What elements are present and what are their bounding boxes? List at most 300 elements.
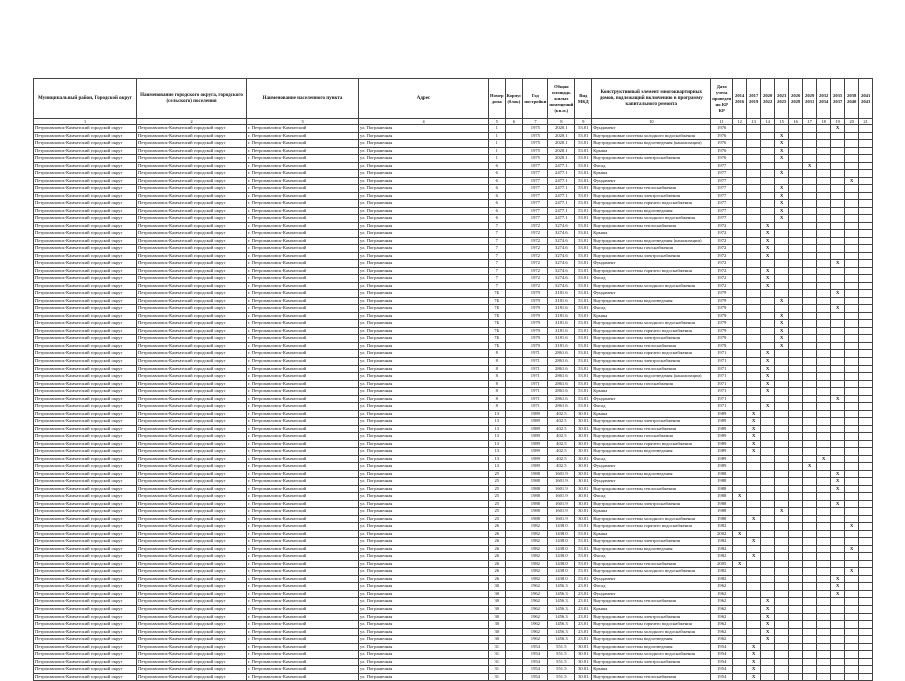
period-mark-cell: X	[831, 590, 845, 598]
period-mark-cell	[733, 425, 747, 433]
element-cell: Фундамент	[592, 478, 711, 486]
period-mark-cell	[789, 207, 803, 215]
period-mark-cell	[831, 230, 845, 238]
header-years-1: 2014 2016	[733, 79, 747, 119]
house-no-cell: 7	[489, 222, 506, 230]
district-cell: Петропавловск-Камчатский городской округ	[34, 162, 137, 170]
period-mark-cell	[817, 215, 831, 223]
period-mark-cell	[817, 598, 831, 606]
period-mark-cell	[845, 222, 859, 230]
period-mark-cell	[803, 598, 817, 606]
period-mark-cell	[859, 312, 873, 320]
area-cell: 2020.1	[548, 132, 575, 140]
period-mark-cell	[789, 440, 803, 448]
period-mark-cell	[733, 215, 747, 223]
date-inclusion-cell: 1977	[711, 170, 733, 178]
area-cell: 402.5	[548, 448, 575, 456]
area-cell: 1438.0	[548, 575, 575, 583]
period-mark-cell	[775, 245, 789, 253]
period-mark-cell	[831, 651, 845, 659]
district-cell: Петропавловск-Камчатский городской округ	[34, 297, 137, 305]
date-inclusion-cell: 1979	[711, 297, 733, 305]
period-mark-cell	[789, 538, 803, 546]
locality-cell: г. Петропавловск-Камчатский	[247, 628, 359, 636]
settlement-cell: Петропавловск-Камчатский городской округ	[137, 342, 247, 350]
period-mark-cell	[775, 515, 789, 523]
korpus-cell	[505, 440, 523, 448]
settlement-cell: Петропавловск-Камчатский городской округ	[137, 162, 247, 170]
period-mark-cell	[733, 350, 747, 358]
district-cell: Петропавловск-Камчатский городской округ	[34, 125, 137, 133]
element-cell: Внутридомовые системы горячего водоснабжения	[592, 440, 711, 448]
period-mark-cell: X	[761, 606, 775, 614]
settlement-cell: Петропавловск-Камчатский городской округ	[137, 575, 247, 583]
korpus-cell	[505, 636, 523, 644]
period-mark-cell	[831, 515, 845, 523]
korpus-cell	[505, 598, 523, 606]
period-mark-cell	[789, 297, 803, 305]
table-row	[34, 658, 873, 666]
korpus-cell	[505, 312, 523, 320]
mkd-type-cell: 53.01	[575, 365, 592, 373]
settlement-cell: Петропавловск-Камчатский городской округ	[137, 448, 247, 456]
period-mark-cell	[733, 553, 747, 561]
period-mark-cell	[831, 425, 845, 433]
period-mark-cell	[775, 666, 789, 674]
korpus-cell	[505, 192, 523, 200]
area-cell: 1438.0	[548, 553, 575, 561]
date-inclusion-cell: 1972	[711, 282, 733, 290]
period-mark-cell: X	[775, 207, 789, 215]
period-mark-cell	[789, 215, 803, 223]
period-mark-cell	[747, 636, 761, 644]
period-mark-cell	[831, 403, 845, 411]
period-mark-cell	[733, 155, 747, 163]
table-row	[34, 636, 873, 644]
mkd-type-cell: 53.01	[575, 568, 592, 576]
period-mark-cell: X	[775, 342, 789, 350]
year-built-cell: 1982	[523, 523, 548, 531]
period-mark-cell	[817, 230, 831, 238]
district-cell: Петропавловск-Камчатский городской округ	[34, 545, 137, 553]
period-mark-cell	[733, 327, 747, 335]
house-no-cell: 1	[489, 132, 506, 140]
address-cell: ул. Пограничная	[359, 365, 489, 373]
area-cell: 2861.6	[548, 403, 575, 411]
mkd-type-cell: 53.01	[575, 305, 592, 313]
period-mark-cell: X	[775, 320, 789, 328]
period-mark-cell	[803, 425, 817, 433]
period-mark-cell	[803, 440, 817, 448]
mkd-type-cell: 53.01	[575, 357, 592, 365]
settlement-cell: Петропавловск-Камчатский городской округ	[137, 410, 247, 418]
table-row	[34, 493, 873, 501]
element-cell: Фундамент	[592, 125, 711, 133]
settlement-cell: Петропавловск-Камчатский городской округ	[137, 185, 247, 193]
period-mark-cell	[761, 440, 775, 448]
period-mark-cell	[747, 545, 761, 553]
locality-cell: г. Петропавловск-Камчатский	[247, 185, 359, 193]
period-mark-cell	[803, 252, 817, 260]
table-row	[34, 312, 873, 320]
period-mark-cell	[761, 155, 775, 163]
period-mark-cell	[747, 478, 761, 486]
district-cell: Петропавловск-Камчатский городской округ	[34, 155, 137, 163]
period-mark-cell	[789, 327, 803, 335]
period-mark-cell	[859, 388, 873, 396]
house-no-cell: 25	[489, 478, 506, 486]
mkd-type-cell: 53.01	[575, 327, 592, 335]
period-mark-cell	[831, 297, 845, 305]
address-cell: ул. Пограничная	[359, 433, 489, 441]
mkd-type-cell: 53.01	[575, 560, 592, 568]
district-cell: Петропавловск-Камчатский городской округ	[34, 478, 137, 486]
address-cell: ул. Пограничная	[359, 523, 489, 531]
year-built-cell: 1982	[523, 568, 548, 576]
locality-cell: г. Петропавловск-Камчатский	[247, 215, 359, 223]
period-mark-cell	[859, 245, 873, 253]
period-mark-cell	[733, 132, 747, 140]
period-mark-cell	[859, 267, 873, 275]
period-mark-cell	[803, 140, 817, 148]
element-cell: Внутридомовые системы водоотведения (канализации)	[592, 373, 711, 381]
period-mark-cell	[775, 553, 789, 561]
house-no-cell: 1	[489, 125, 506, 133]
period-mark-cell	[761, 140, 775, 148]
period-mark-cell	[775, 425, 789, 433]
area-cell: 2861.6	[548, 380, 575, 388]
header-locality: Наименование населенного пункта	[247, 79, 359, 119]
period-mark-cell	[789, 155, 803, 163]
mkd-type-cell: 53.01	[575, 335, 592, 343]
mkd-type-cell: 23.01	[575, 598, 592, 606]
period-mark-cell	[845, 628, 859, 636]
header-year-built: Год постройки	[523, 79, 548, 119]
table-row	[34, 448, 873, 456]
settlement-cell: Петропавловск-Камчатский городской округ	[137, 636, 247, 644]
period-mark-cell	[733, 312, 747, 320]
period-mark-cell	[803, 470, 817, 478]
korpus-cell	[505, 418, 523, 426]
date-inclusion-cell: 1982	[711, 523, 733, 531]
period-mark-cell	[761, 132, 775, 140]
period-mark-cell	[803, 200, 817, 208]
period-mark-cell	[845, 485, 859, 493]
korpus-cell	[505, 230, 523, 238]
house-no-cell: 25	[489, 485, 506, 493]
date-inclusion-cell: 1977	[711, 185, 733, 193]
period-mark-cell	[761, 342, 775, 350]
period-mark-cell	[817, 388, 831, 396]
period-mark-cell: X	[761, 237, 775, 245]
element-cell: Внутридомовые системы теплоснабжения	[592, 185, 711, 193]
address-cell: ул. Пограничная	[359, 455, 489, 463]
header-years-6: 2029 2031	[803, 79, 817, 119]
element-cell: Внутридомовые системы водоотведения	[592, 448, 711, 456]
period-mark-cell	[747, 395, 761, 403]
settlement-cell: Петропавловск-Камчатский городской округ	[137, 155, 247, 163]
locality-cell: г. Петропавловск-Камчатский	[247, 230, 359, 238]
mkd-type-cell: 53.01	[575, 530, 592, 538]
settlement-cell: Петропавловск-Камчатский городской округ	[137, 245, 247, 253]
area-cell: 1438.0	[548, 530, 575, 538]
period-mark-cell	[817, 395, 831, 403]
period-mark-cell	[859, 320, 873, 328]
period-mark-cell	[761, 515, 775, 523]
locality-cell: г. Петропавловск-Камчатский	[247, 651, 359, 659]
mkd-type-cell: 30.01	[575, 666, 592, 674]
period-mark-cell	[789, 410, 803, 418]
period-mark-cell	[775, 530, 789, 538]
area-cell: 551.5	[548, 666, 575, 674]
period-mark-cell: X	[747, 643, 761, 651]
area-cell: 3181.6	[548, 305, 575, 313]
period-mark-cell	[859, 515, 873, 523]
locality-cell: г. Петропавловск-Камчатский	[247, 538, 359, 546]
period-mark-cell	[733, 538, 747, 546]
date-inclusion-cell: 1962	[711, 621, 733, 629]
period-mark-cell	[747, 365, 761, 373]
locality-cell: г. Петропавловск-Камчатский	[247, 485, 359, 493]
table-row	[34, 613, 873, 621]
settlement-cell: Петропавловск-Камчатский городской округ	[137, 132, 247, 140]
period-mark-cell	[747, 403, 761, 411]
date-inclusion-cell: 1976	[711, 147, 733, 155]
district-cell: Петропавловск-Камчатский городской округ	[34, 357, 137, 365]
column-number: 12	[733, 119, 747, 125]
period-mark-cell	[817, 485, 831, 493]
period-mark-cell: X	[761, 403, 775, 411]
period-mark-cell	[803, 508, 817, 516]
period-mark-cell	[761, 207, 775, 215]
period-mark-cell	[803, 606, 817, 614]
period-mark-cell	[831, 237, 845, 245]
period-mark-cell	[747, 530, 761, 538]
period-mark-cell: X	[747, 440, 761, 448]
district-cell: Петропавловск-Камчатский городской округ	[34, 185, 137, 193]
address-cell: ул. Пограничная	[359, 590, 489, 598]
period-mark-cell	[761, 666, 775, 674]
period-mark-cell	[761, 418, 775, 426]
element-cell: Внутридомовые системы водоотведения	[592, 643, 711, 651]
area-cell: 3274.6	[548, 282, 575, 290]
locality-cell: г. Петропавловск-Камчатский	[247, 140, 359, 148]
date-inclusion-cell: 1988	[711, 478, 733, 486]
period-mark-cell: X	[845, 568, 859, 576]
period-mark-cell	[831, 335, 845, 343]
period-mark-cell	[747, 598, 761, 606]
period-mark-cell	[761, 185, 775, 193]
korpus-cell	[505, 207, 523, 215]
period-mark-cell	[831, 170, 845, 178]
district-cell: Петропавловск-Камчатский городской округ	[34, 636, 137, 644]
element-cell: Фасад	[592, 275, 711, 283]
district-cell: Петропавловск-Камчатский городской округ	[34, 590, 137, 598]
period-mark-cell	[831, 132, 845, 140]
locality-cell: г. Петропавловск-Камчатский	[247, 636, 359, 644]
address-cell: ул. Пограничная	[359, 327, 489, 335]
column-number: 16	[789, 119, 803, 125]
settlement-cell: Петропавловск-Камчатский городской округ	[137, 643, 247, 651]
period-mark-cell: X	[761, 230, 775, 238]
period-mark-cell	[817, 162, 831, 170]
district-cell: Петропавловск-Камчатский городской округ	[34, 132, 137, 140]
date-inclusion-cell: 1962	[711, 590, 733, 598]
period-mark-cell: X	[761, 628, 775, 636]
address-cell: ул. Пограничная	[359, 575, 489, 583]
period-mark-cell	[845, 147, 859, 155]
period-mark-cell	[747, 282, 761, 290]
period-mark-cell: X	[775, 327, 789, 335]
period-mark-cell	[831, 245, 845, 253]
period-mark-cell	[789, 342, 803, 350]
district-cell: Петропавловск-Камчатский городской округ	[34, 177, 137, 185]
address-cell: ул. Пограничная	[359, 568, 489, 576]
period-mark-cell	[789, 493, 803, 501]
period-mark-cell	[803, 410, 817, 418]
period-mark-cell	[817, 523, 831, 531]
period-mark-cell	[803, 613, 817, 621]
korpus-cell	[505, 560, 523, 568]
period-mark-cell	[747, 500, 761, 508]
period-mark-cell	[775, 177, 789, 185]
period-mark-cell	[803, 147, 817, 155]
element-cell: Крыша	[592, 312, 711, 320]
period-mark-cell	[747, 207, 761, 215]
period-mark-cell	[803, 560, 817, 568]
address-cell: ул. Пограничная	[359, 312, 489, 320]
address-cell: ул. Пограничная	[359, 515, 489, 523]
address-cell: ул. Пограничная	[359, 673, 489, 681]
settlement-cell: Петропавловск-Камчатский городской округ	[137, 606, 247, 614]
period-mark-cell	[747, 177, 761, 185]
period-mark-cell	[817, 403, 831, 411]
period-mark-cell	[859, 222, 873, 230]
element-cell: Внутридомовые системы горячего водоснабжения	[592, 200, 711, 208]
district-cell: Петропавловск-Камчатский городской округ	[34, 673, 137, 681]
period-mark-cell	[845, 237, 859, 245]
period-mark-cell	[789, 643, 803, 651]
korpus-cell	[505, 455, 523, 463]
house-no-cell: 6	[489, 162, 506, 170]
date-inclusion-cell: 1989	[711, 455, 733, 463]
mkd-type-cell: 53.01	[575, 312, 592, 320]
period-mark-cell	[761, 643, 775, 651]
settlement-cell: Петропавловск-Камчатский городской округ	[137, 500, 247, 508]
settlement-cell: Петропавловск-Камчатский городской округ	[137, 515, 247, 523]
period-mark-cell: X	[747, 410, 761, 418]
period-mark-cell	[733, 478, 747, 486]
period-mark-cell: X	[761, 380, 775, 388]
period-mark-cell	[803, 545, 817, 553]
area-cell: 1456.3	[548, 598, 575, 606]
period-mark-cell	[733, 636, 747, 644]
period-mark-cell	[775, 448, 789, 456]
area-cell: 3274.6	[548, 222, 575, 230]
period-mark-cell	[831, 636, 845, 644]
settlement-cell: Петропавловск-Камчатский городской округ	[137, 357, 247, 365]
period-mark-cell	[831, 282, 845, 290]
element-cell: Внутридомовые системы электроснабжения	[592, 538, 711, 546]
area-cell: 2861.6	[548, 388, 575, 396]
period-mark-cell	[803, 373, 817, 381]
period-mark-cell	[775, 628, 789, 636]
period-mark-cell	[817, 185, 831, 193]
element-cell: Внутридомовые системы теплоснабжения	[592, 425, 711, 433]
locality-cell: г. Петропавловск-Камчатский	[247, 342, 359, 350]
period-mark-cell	[775, 260, 789, 268]
house-no-cell: 6	[489, 215, 506, 223]
period-mark-cell	[803, 267, 817, 275]
column-number: 11	[711, 119, 733, 125]
period-mark-cell	[859, 380, 873, 388]
period-mark-cell	[845, 583, 859, 591]
house-no-cell: 13	[489, 410, 506, 418]
year-built-cell: 1982	[523, 538, 548, 546]
district-cell: Петропавловск-Камчатский городской округ	[34, 252, 137, 260]
date-inclusion-cell: 1972	[711, 252, 733, 260]
table-row	[34, 530, 873, 538]
period-mark-cell	[775, 606, 789, 614]
element-cell: Внутридомовые системы теплоснабжения	[592, 598, 711, 606]
settlement-cell: Петропавловск-Камчатский городской округ	[137, 583, 247, 591]
mkd-type-cell: 53.01	[575, 388, 592, 396]
table-row	[34, 267, 873, 275]
year-built-cell: 1979	[523, 312, 548, 320]
address-cell: ул. Пограничная	[359, 628, 489, 636]
column-number: 5	[489, 119, 506, 125]
korpus-cell	[505, 643, 523, 651]
element-cell: Внутридомовые системы газоснабжения	[592, 433, 711, 441]
address-cell: ул. Пограничная	[359, 200, 489, 208]
table-row	[34, 230, 873, 238]
period-mark-cell	[789, 305, 803, 313]
locality-cell: г. Петропавловск-Камчатский	[247, 613, 359, 621]
area-cell: 1438.0	[548, 568, 575, 576]
table-row	[34, 515, 873, 523]
period-mark-cell	[803, 575, 817, 583]
period-mark-cell	[747, 508, 761, 516]
element-cell: Фасад	[592, 455, 711, 463]
korpus-cell	[505, 575, 523, 583]
period-mark-cell	[831, 155, 845, 163]
period-mark-cell	[747, 192, 761, 200]
period-mark-cell	[859, 455, 873, 463]
locality-cell: г. Петропавловск-Камчатский	[247, 440, 359, 448]
period-mark-cell	[789, 290, 803, 298]
korpus-cell	[505, 282, 523, 290]
period-mark-cell	[789, 530, 803, 538]
area-cell: 3274.6	[548, 230, 575, 238]
element-cell: Крыша	[592, 388, 711, 396]
period-mark-cell	[803, 448, 817, 456]
period-mark-cell	[733, 252, 747, 260]
year-built-cell: 1989	[523, 448, 548, 456]
locality-cell: г. Петропавловск-Камчатский	[247, 245, 359, 253]
korpus-cell	[505, 673, 523, 681]
period-mark-cell: X	[761, 282, 775, 290]
settlement-cell: Петропавловск-Камчатский городской округ	[137, 666, 247, 674]
table-row	[34, 590, 873, 598]
column-number: 18	[817, 119, 831, 125]
period-mark-cell	[733, 275, 747, 283]
settlement-cell: Петропавловск-Камчатский городской округ	[137, 365, 247, 373]
year-built-cell: 1988	[523, 508, 548, 516]
period-mark-cell	[803, 628, 817, 636]
district-cell: Петропавловск-Камчатский городской округ	[34, 290, 137, 298]
area-cell: 3181.6	[548, 290, 575, 298]
korpus-cell	[505, 357, 523, 365]
